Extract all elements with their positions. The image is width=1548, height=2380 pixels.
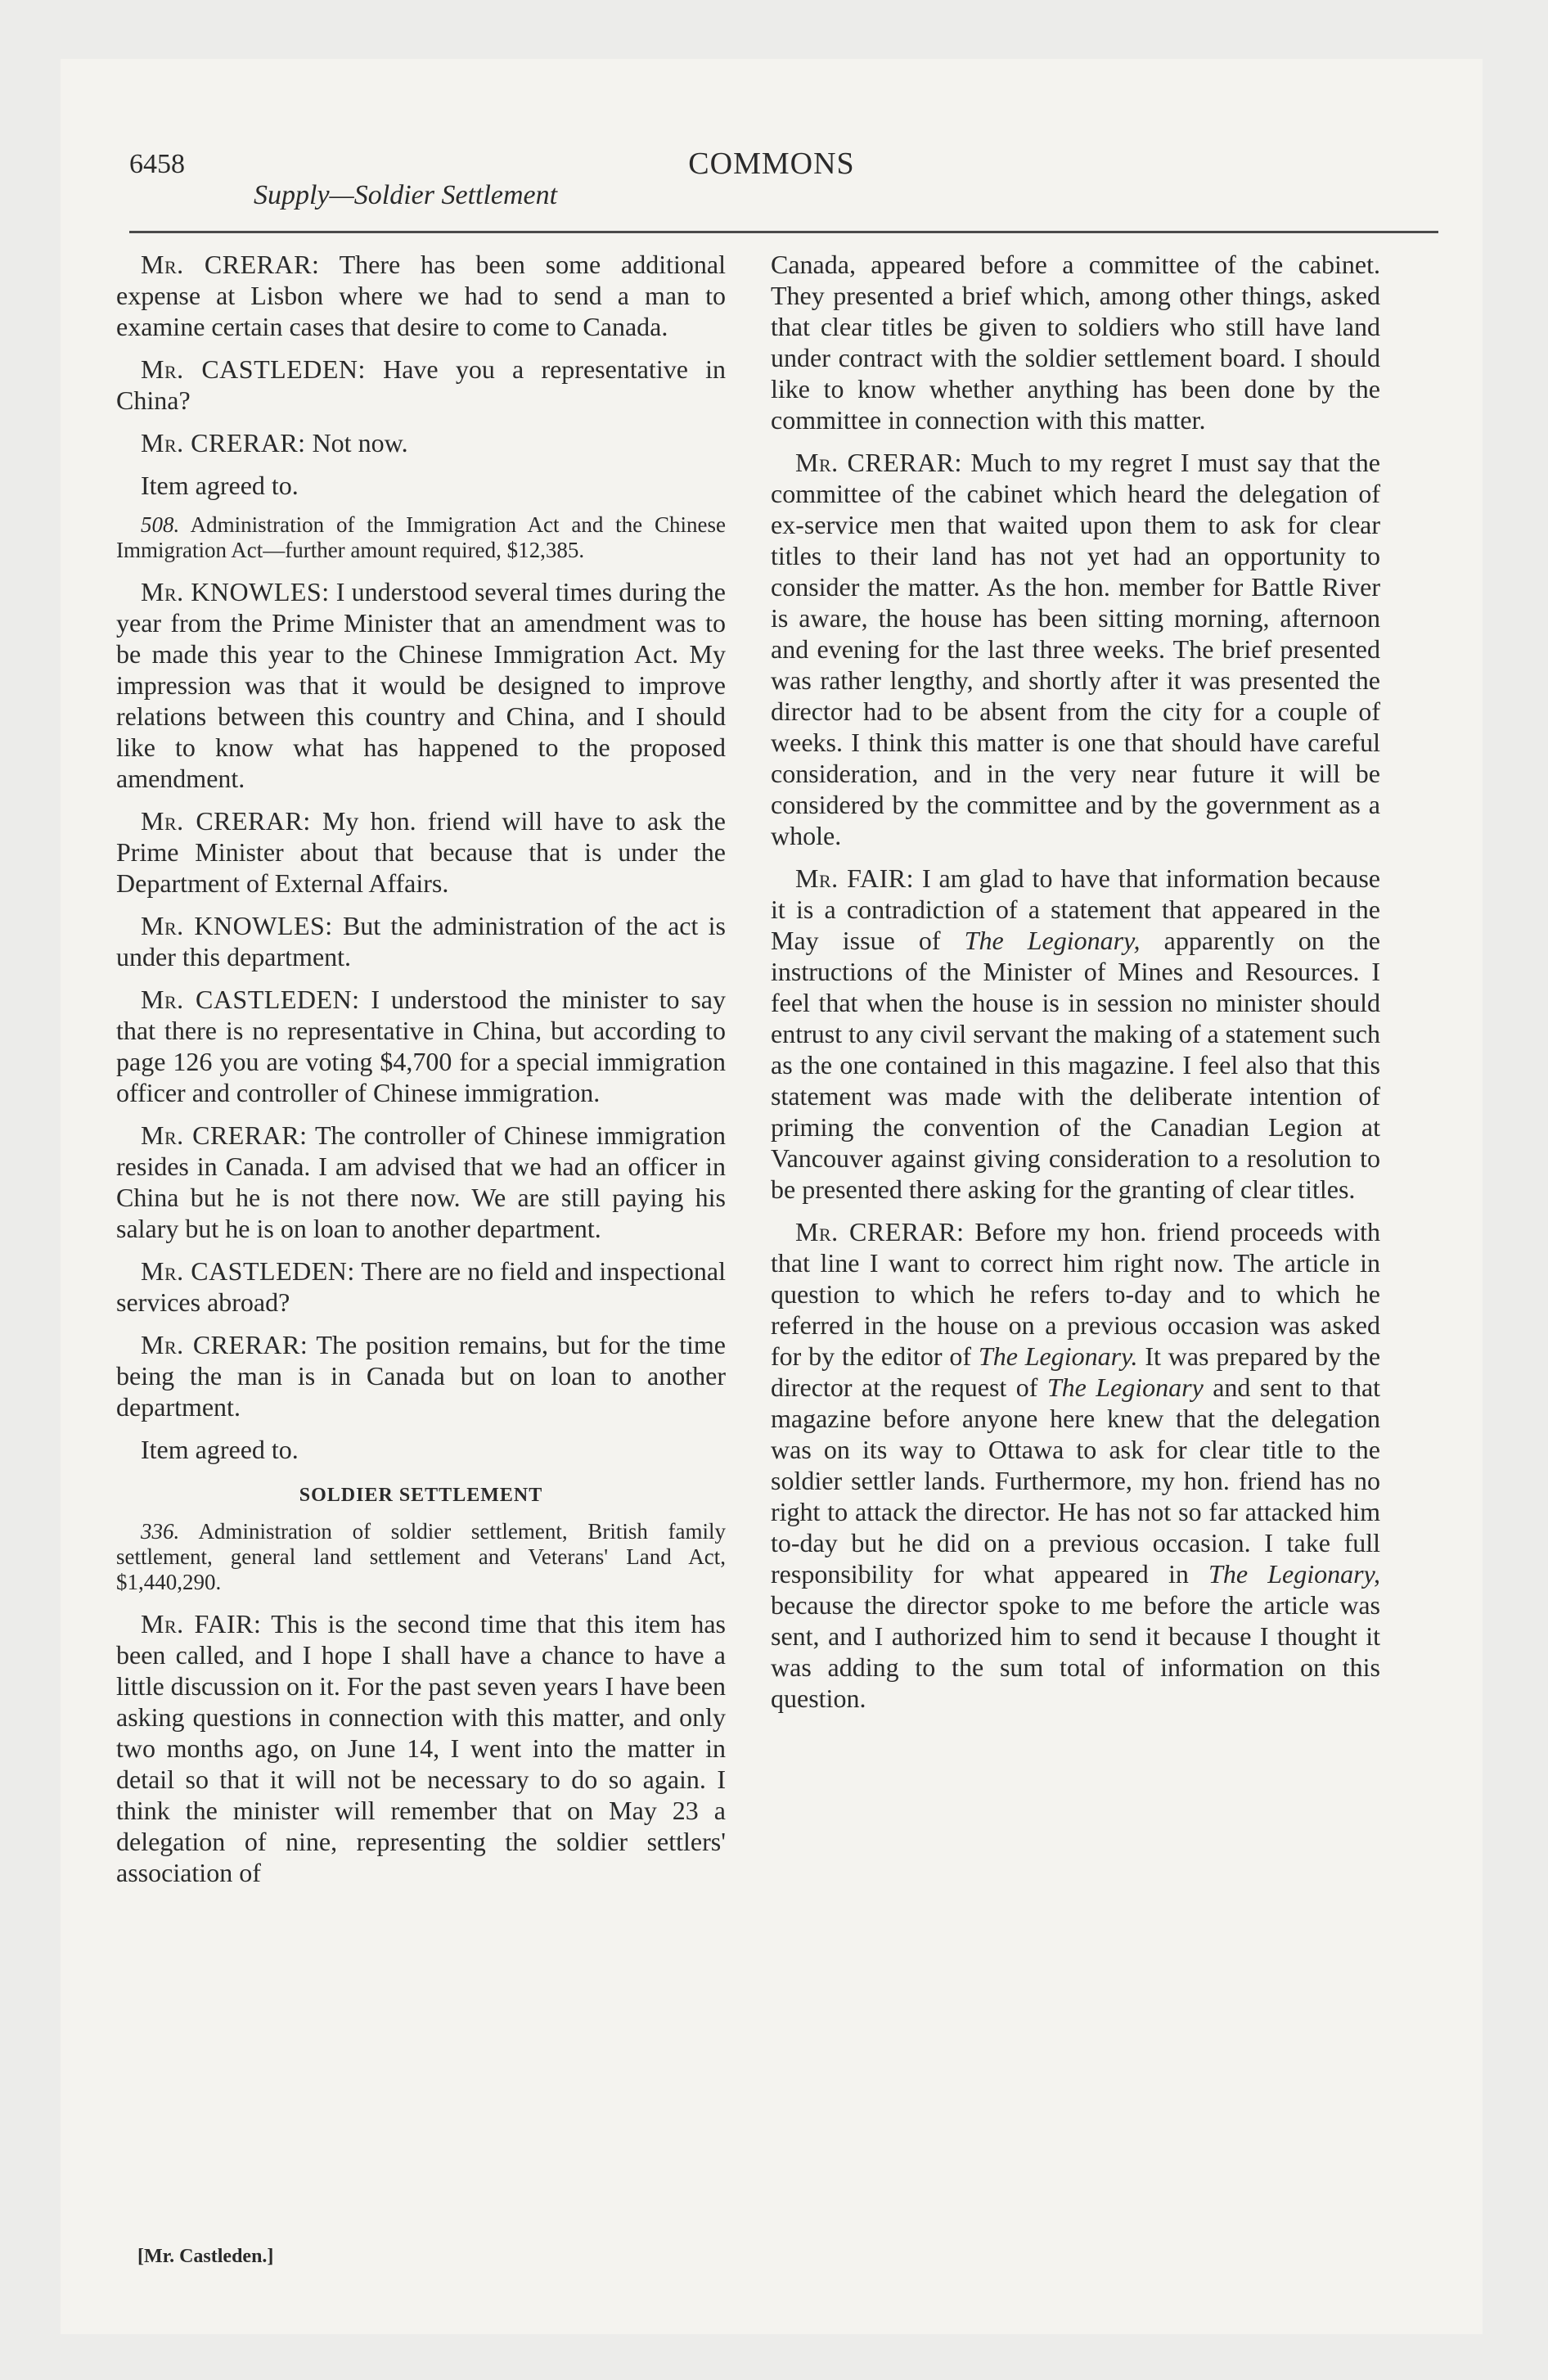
speech-text: It was prepared by the director at the request of <box>771 1341 1381 1402</box>
speech-text: Not now. <box>312 428 408 458</box>
speech-text: because the director spoke to me before the article was sent, and I authorized him to send it because I thought it was adding to the sum total of information on this question. <box>771 1590 1380 1713</box>
paragraph <box>116 576 726 794</box>
speech-text: I am glad to have that information because it is a contradiction of a statement that appeared in the May issue of <box>771 863 1381 955</box>
speaker: Mr. CRERAR: <box>795 1217 965 1246</box>
publication-title: The Legionary, <box>1208 1559 1380 1589</box>
header-rule <box>129 231 1438 233</box>
speech-text: The controller of Chinese immigration resides in Canada. I am advised that we had an officer in China but he is not there now. We are still paying his salary but he is on loan to another department. <box>116 1120 727 1243</box>
speaker: Mr. FAIR: <box>141 1609 262 1639</box>
speaker: Mr. CRERAR: <box>141 250 320 279</box>
paragraph <box>116 354 726 416</box>
publication-title: The Legionary, <box>964 926 1141 955</box>
speech-text: But the administration of the act is under this department. <box>116 911 726 971</box>
speaker: Mr. CASTLEDEN: <box>141 354 366 384</box>
paragraph <box>116 1329 726 1422</box>
speaker: Mr. CRERAR: <box>141 1120 308 1150</box>
speech-text: There has been some additional expense at Lisbon where we had to send a man to examine certain cases that desire to come to Canada. <box>116 250 726 341</box>
running-title: COMMONS <box>688 146 855 181</box>
left-column <box>116 249 726 1900</box>
subheading: SOLDIER SETTLEMENT <box>299 1485 543 1506</box>
speech-text: Much to my regret I must say that the committee of the cabinet which heard the delegation of ex-service men that waited upon them to ask for clear titles to their land has not yet had an opportunity to consider the matter. As the hon. member for Battle River is aware, the house has been sitting morning, afternoon and evening for the last three weeks. The brief presented was rather lengthy, and shortly after it was presented the director had to be absent from the city for a couple of weeks. I think this matter is one that should have careful consideration, and in the very near future it will be considered by the committee and by the government as a whole. <box>771 448 1381 850</box>
paragraph <box>771 249 1380 435</box>
speech-text: and sent to that magazine before anyone here knew that the delegation was on its way to Ottawa to ask for clear title to the soldier settler lands. Furthermore, my hon. friend has no right to attack the director. He has not so far attacked him to-day but he did on a previous occasion. I take full responsibility for what appeared in <box>771 1373 1381 1589</box>
speech-text: This is the second time that this item has been called, and I hope I shall have a chance to have a little discussion on it. For the past seven years I have been asking questions in connection with this matter, and only two months ago, on June 14, I went into the matter in detail so that it will not be necessary to do so again. I think the minister will remember that on May 23 a delegation of nine, representing the soldier settlers' association of <box>116 1609 726 1887</box>
paragraph <box>116 249 726 342</box>
speech-text: My hon. friend will have to ask the Prime Minister about that because that is under the Department of External Affairs. <box>116 806 727 898</box>
speech-text: The position remains, but for the time being the man is in Canada but on loan to another department. <box>116 1330 727 1422</box>
speech-text: I understood the minister to say that there is no representative in China, but according to page 126 you are voting $4,700 for a special immigration officer and controller of Chinese immigration. <box>116 985 727 1107</box>
paragraph <box>771 1216 1380 1714</box>
vote-number: 508. <box>141 512 180 537</box>
vote-text: Administration of soldier settlement, British family settlement, general land settlement and Veterans' Land Act, $1,440,290. <box>116 1519 726 1594</box>
paragraph <box>116 1255 726 1318</box>
speech-text: I understood several times during the year from the Prime Minister that an amendment was to be made this year to the Chinese Immigration Act. My impression was that it would be designed to improve relations between this country and China, and I should like to know what has happened to the proposed amendment. <box>116 577 727 793</box>
paragraph <box>116 427 726 458</box>
item-agreed: Item agreed to. <box>141 1435 299 1464</box>
speaker: Mr. CRERAR: <box>141 428 306 458</box>
page-header <box>61 59 1483 239</box>
footer-attribution: [Mr. Castleden.] <box>137 2246 274 2267</box>
paragraph <box>116 984 726 1108</box>
speech-text: Before my hon. friend proceeds with that line I want to correct him right now. The article in question to which he refers to-day and to which he referred in the house on a previous occasion was asked for by the editor of <box>771 1217 1381 1371</box>
speaker: Mr. CRERAR: <box>141 806 311 836</box>
speaker: Mr. CRERAR: <box>795 448 962 477</box>
paragraph <box>771 447 1380 851</box>
speaker: Mr. KNOWLES: <box>141 911 333 940</box>
speaker: Mr. KNOWLES: <box>141 577 330 606</box>
speech-text: apparently on the instructions of the Minister of Mines and Resources. I feel that when the house is in session no minister should entrust to any civil servant the making of a statement such as the one contained in this magazine. I feel also that this statement was made with the deliberate intention of priming the convention of the Canadian Legion at Vancouver against giving consideration to a resolution to be presented there asking for the granting of clear titles. <box>771 926 1380 1204</box>
publication-title: The Legionary <box>1046 1373 1204 1402</box>
vote-item <box>116 1519 726 1595</box>
speaker: Mr. FAIR: <box>795 863 914 893</box>
publication-title: The Legionary. <box>978 1341 1138 1371</box>
speaker: Mr. CASTLEDEN: <box>141 1256 355 1286</box>
speaker: Mr. CASTLEDEN: <box>141 985 360 1014</box>
speaker: Mr. CRERAR: <box>141 1330 308 1359</box>
right-column <box>771 249 1380 1725</box>
vote-item <box>116 512 726 563</box>
page-number: 6458 <box>129 149 185 179</box>
speech-text: There are no field and inspectional services abroad? <box>116 1256 726 1317</box>
section-title: Supply—Soldier Settlement <box>254 180 558 210</box>
paragraph <box>116 1608 726 1888</box>
paragraph <box>116 805 726 899</box>
speech-text: Canada, appeared before a committee of the cabinet. They presented a brief which, among other things, asked that clear titles be given to soldiers who still have land under contract with the soldier settlement board. I should like to know whether anything has been done by the committee in connection with this matter. <box>771 250 1380 435</box>
paragraph <box>116 910 726 972</box>
vote-text: Administration of the Immigration Act and the Chinese Immigration Act—further amount required, $12,385. <box>116 512 727 562</box>
paragraph <box>116 1120 726 1244</box>
page <box>61 59 1483 2334</box>
vote-number: 336. <box>141 1519 180 1544</box>
item-agreed: Item agreed to. <box>141 471 299 500</box>
speech-text: Have you a representative in China? <box>116 354 727 415</box>
paragraph <box>771 863 1380 1205</box>
